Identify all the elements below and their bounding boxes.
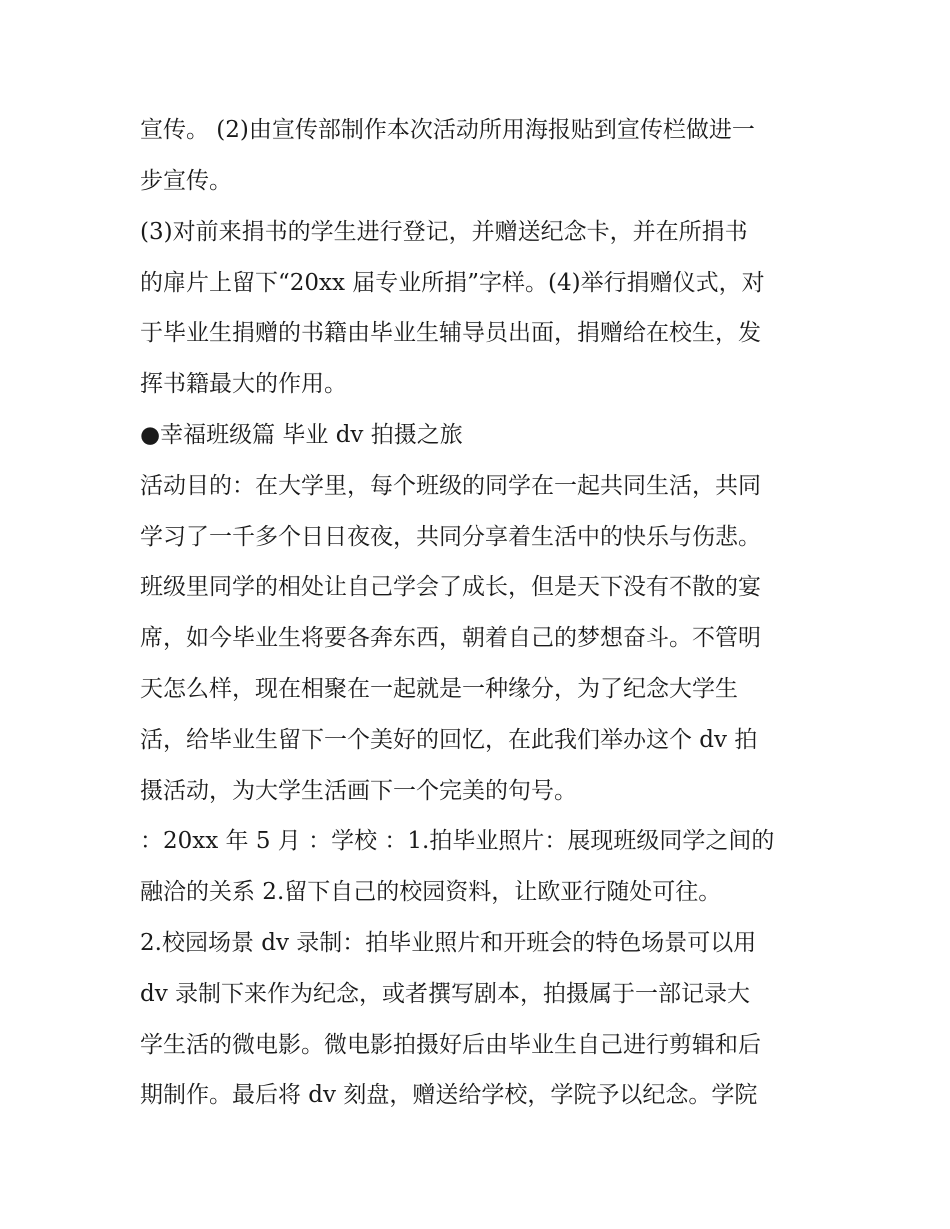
section-heading: ●幸福班级篇 毕业 dv 拍摄之旅 — [140, 422, 463, 448]
text-line: 融洽的关系 2.留下自己的校园资料，让欧亚行随处可往。 — [140, 879, 722, 905]
text-line: 活，给毕业生留下一个美好的回忆，在此我们举办这个 dv 拍 — [140, 727, 758, 753]
text-line: 挥书籍最大的作用。 — [140, 371, 347, 397]
text-line: 步宣传。 — [140, 168, 232, 194]
text-line: 学习了一千多个日日夜夜，共同分享着生活中的快乐与伤悲。 — [140, 524, 761, 550]
text-line: 2.校园场景 dv 录制：拍毕业照片和开班会的特色场景可以用 — [140, 930, 757, 956]
text-line: ：20xx 年 5 月 ：学校 ：1.拍毕业照片：展现班级同学之间的 — [140, 828, 775, 854]
text-line: 学生活的微电影。微电影拍摄好后由毕业生自己进行剪辑和后 — [140, 1032, 761, 1058]
text-line: dv 录制下来作为纪念，或者撰写剧本，拍摄属于一部记录大 — [140, 981, 751, 1007]
text-line: 于毕业生捐赠的书籍由毕业生辅导员出面，捐赠给在校生，发 — [140, 320, 761, 346]
text-line: 天怎么样，现在相聚在一起就是一种缘分，为了纪念大学生 — [140, 676, 738, 702]
text-line: 席，如今毕业生将要各奔东西，朝着自己的梦想奋斗。不管明 — [140, 625, 761, 651]
text-line: 摄活动，为大学生活画下一个完美的句号。 — [140, 778, 577, 804]
text-line: 活动目的：在大学里，每个班级的同学在一起共同生活，共同 — [140, 473, 761, 499]
text-line: 期制作。最后将 dv 刻盘，赠送给学校，学院予以纪念。学院 — [140, 1082, 758, 1108]
text-line: (3)对前来捐书的学生进行登记，并赠送纪念卡，并在所捐书 — [140, 219, 748, 245]
text-line: 班级里同学的相处让自己学会了成长，但是天下没有不散的宴 — [140, 574, 761, 600]
text-line: 宣传。 (2)由宣传部制作本次活动所用海报贴到宣传栏做进一 — [140, 117, 755, 143]
text-line: 的扉片上留下“20xx 届专业所捐”字样。(4)举行捐赠仪式，对 — [140, 270, 765, 296]
